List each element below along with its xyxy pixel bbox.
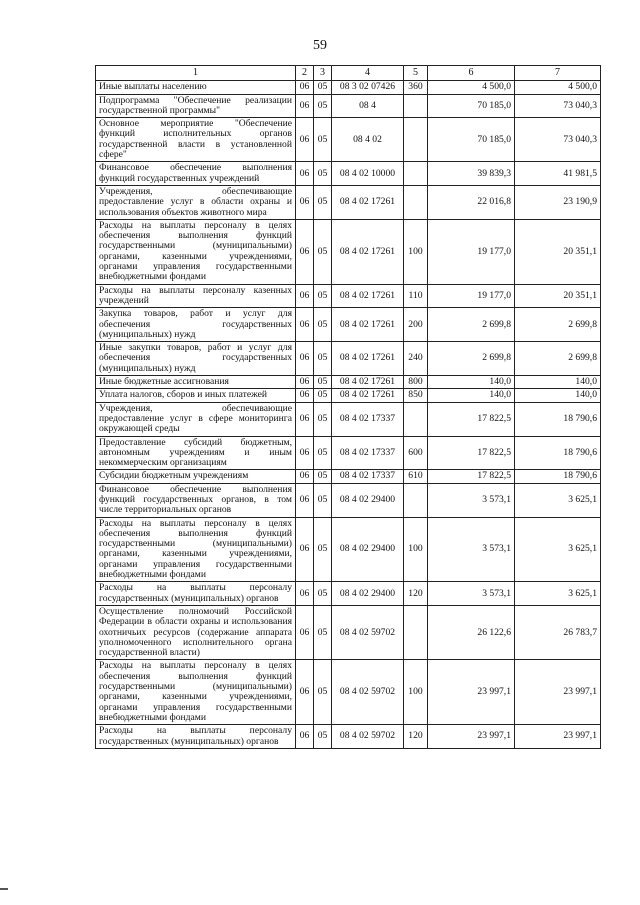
cell-c2: 06 <box>296 517 314 582</box>
cell-name: Иные выплаты населению <box>96 81 296 94</box>
cell-v6: 70 185,0 <box>428 118 515 162</box>
cell-v7: 18 790,6 <box>515 470 601 483</box>
cell-c2: 06 <box>296 402 314 436</box>
cell-v7: 18 790,6 <box>515 402 601 436</box>
cell-type: 100 <box>404 219 428 284</box>
table-row <box>96 284 601 308</box>
cell-type: 600 <box>404 436 428 470</box>
cell-v6: 17 822,5 <box>428 436 515 470</box>
cell-name: Уплата налогов, сборов и иных платежей <box>96 389 296 402</box>
table-row <box>96 517 601 582</box>
table-row <box>96 94 601 118</box>
cell-v6: 140,0 <box>428 376 515 389</box>
cell-v6: 2 699,8 <box>428 308 515 342</box>
cell-name: Субсидии бюджетным учреждениям <box>96 470 296 483</box>
cell-c3: 05 <box>314 342 332 376</box>
cell-name: Расходы на выплаты персоналу в целях обеспечения выполнения функций государственными (муниципальными) органами, казенными учреждениями, органами управления государственными внебюджетными фондами <box>96 660 296 725</box>
cell-c3: 05 <box>314 402 332 436</box>
cell-c2: 06 <box>296 284 314 308</box>
cell-v6: 22 016,8 <box>428 185 515 219</box>
cell-c2: 06 <box>296 605 314 659</box>
cell-code: 08 4 02 <box>332 118 404 162</box>
cell-c3: 05 <box>314 605 332 659</box>
cell-v7: 20 351,1 <box>515 284 601 308</box>
cell-code: 08 4 02 29400 <box>332 517 404 582</box>
cell-c2: 06 <box>296 436 314 470</box>
column-header: 6 <box>428 66 515 81</box>
cell-v6: 17 822,5 <box>428 470 515 483</box>
table-row <box>96 582 601 606</box>
cell-c3: 05 <box>314 725 332 749</box>
column-header: 5 <box>404 66 428 81</box>
cell-type <box>404 483 428 517</box>
table-row <box>96 660 601 725</box>
cell-name: Финансовое обеспечение выполнения функций государственных учреждений <box>96 162 296 186</box>
cell-code: 08 4 02 29400 <box>332 483 404 517</box>
cell-c2: 06 <box>296 342 314 376</box>
cell-type <box>404 185 428 219</box>
table-row <box>96 185 601 219</box>
cell-name: Учреждения, обеспечивающие предоставление услуг в области охраны и использования объектов животного мира <box>96 185 296 219</box>
cell-name: Расходы на выплаты персоналу в целях обеспечения выполнения функций государственными (муниципальными) органами, казенными учреждениями, органами управления государственными внебюджетными фондами <box>96 219 296 284</box>
table-row <box>96 219 601 284</box>
cell-v6: 19 177,0 <box>428 284 515 308</box>
cell-code: 08 4 02 17337 <box>332 436 404 470</box>
cell-v7: 3 625,1 <box>515 483 601 517</box>
cell-c2: 06 <box>296 389 314 402</box>
cell-name: Расходы на выплаты персоналу казенных учреждений <box>96 284 296 308</box>
cell-v6: 39 839,3 <box>428 162 515 186</box>
cell-type: 240 <box>404 342 428 376</box>
column-header: 3 <box>314 66 332 81</box>
cell-v6: 4 500,0 <box>428 81 515 94</box>
cell-c3: 05 <box>314 81 332 94</box>
cell-name: Иные бюджетные ассигнования <box>96 376 296 389</box>
cell-v7: 41 981,5 <box>515 162 601 186</box>
cell-v7: 73 040,3 <box>515 118 601 162</box>
cell-v6: 3 573,1 <box>428 517 515 582</box>
column-header: 2 <box>296 66 314 81</box>
cell-code: 08 4 02 17337 <box>332 470 404 483</box>
cell-v6: 23 997,1 <box>428 725 515 749</box>
cell-type: 610 <box>404 470 428 483</box>
cell-v7: 18 790,6 <box>515 436 601 470</box>
cell-name: Иные закупки товаров, работ и услуг для обеспечения государственных (муниципальных) нужд <box>96 342 296 376</box>
cell-v7: 23 190,9 <box>515 185 601 219</box>
cell-c3: 05 <box>314 436 332 470</box>
cell-type: 120 <box>404 725 428 749</box>
cell-code: 08 4 02 59702 <box>332 605 404 659</box>
cell-type: 800 <box>404 376 428 389</box>
cell-c2: 06 <box>296 308 314 342</box>
cell-v6: 3 573,1 <box>428 483 515 517</box>
cell-name: Основное мероприятие "Обеспечение функций исполнительных органов государственной власти в установленной сфере" <box>96 118 296 162</box>
cell-code: 08 4 02 17261 <box>332 376 404 389</box>
cell-v6: 3 573,1 <box>428 582 515 606</box>
cell-v7: 26 783,7 <box>515 605 601 659</box>
cell-v7: 140,0 <box>515 389 601 402</box>
cell-code: 08 4 02 17337 <box>332 402 404 436</box>
cell-v6: 70 185,0 <box>428 94 515 118</box>
cell-v7: 2 699,8 <box>515 308 601 342</box>
cell-name: Закупка товаров, работ и услуг для обеспечения государственных (муниципальных) нужд <box>96 308 296 342</box>
cell-c3: 05 <box>314 389 332 402</box>
table-row <box>96 436 601 470</box>
cell-type <box>404 402 428 436</box>
cell-code: 08 4 02 17261 <box>332 308 404 342</box>
cell-v7: 140,0 <box>515 376 601 389</box>
cell-code: 08 4 02 17261 <box>332 342 404 376</box>
cell-code: 08 4 02 17261 <box>332 389 404 402</box>
cell-v7: 73 040,3 <box>515 94 601 118</box>
cell-c3: 05 <box>314 185 332 219</box>
cell-name: Предоставление субсидий бюджетным, автономным учреждениям и иным некоммерческим организациям <box>96 436 296 470</box>
table-row <box>96 389 601 402</box>
cell-type <box>404 118 428 162</box>
cell-c2: 06 <box>296 94 314 118</box>
cell-type: 850 <box>404 389 428 402</box>
cell-c3: 05 <box>314 219 332 284</box>
cell-type: 110 <box>404 284 428 308</box>
scan-mark <box>0 888 8 890</box>
cell-v7: 3 625,1 <box>515 517 601 582</box>
cell-c2: 06 <box>296 660 314 725</box>
cell-c2: 06 <box>296 219 314 284</box>
table-row <box>96 81 601 94</box>
cell-c3: 05 <box>314 582 332 606</box>
budget-table <box>95 65 601 749</box>
column-header: 1 <box>96 66 296 81</box>
cell-c3: 05 <box>314 376 332 389</box>
cell-name: Осуществление полномочий Российской Федерации в области охраны и использования охотничьих ресурсов (содержание аппарата уполномоченного исполнительного органа государственной власти) <box>96 605 296 659</box>
table-row <box>96 402 601 436</box>
cell-type: 200 <box>404 308 428 342</box>
cell-c2: 06 <box>296 81 314 94</box>
cell-code: 08 4 02 17261 <box>332 284 404 308</box>
cell-type: 120 <box>404 582 428 606</box>
cell-name: Финансовое обеспечение выполнения функций государственных органов, в том числе территориальных органов <box>96 483 296 517</box>
cell-code: 08 4 <box>332 94 404 118</box>
cell-c2: 06 <box>296 483 314 517</box>
cell-v6: 17 822,5 <box>428 402 515 436</box>
cell-type: 360 <box>404 81 428 94</box>
cell-c2: 06 <box>296 470 314 483</box>
cell-type <box>404 162 428 186</box>
cell-name: Расходы на выплаты персоналу в целях обеспечения выполнения функций государственными (муниципальными) органами, казенными учреждениями, органами управления государственными внебюджетными фондами <box>96 517 296 582</box>
cell-c3: 05 <box>314 483 332 517</box>
cell-code: 08 4 02 10000 <box>332 162 404 186</box>
table-row <box>96 483 601 517</box>
cell-code: 08 4 02 59702 <box>332 660 404 725</box>
cell-v6: 19 177,0 <box>428 219 515 284</box>
cell-code: 08 4 02 59702 <box>332 725 404 749</box>
table-row <box>96 725 601 749</box>
cell-name: Подпрограмма "Обеспечение реализации государственной программы" <box>96 94 296 118</box>
cell-c3: 05 <box>314 284 332 308</box>
cell-v6: 2 699,8 <box>428 342 515 376</box>
cell-v7: 2 699,8 <box>515 342 601 376</box>
table-row <box>96 162 601 186</box>
cell-name: Учреждения, обеспечивающие предоставление услуг в сфере мониторинга окружающей среды <box>96 402 296 436</box>
cell-c2: 06 <box>296 725 314 749</box>
table-row <box>96 376 601 389</box>
cell-v7: 4 500,0 <box>515 81 601 94</box>
table-row <box>96 308 601 342</box>
cell-name: Расходы на выплаты персоналу государственных (муниципальных) органов <box>96 725 296 749</box>
cell-v6: 26 122,6 <box>428 605 515 659</box>
cell-c2: 06 <box>296 185 314 219</box>
cell-v7: 23 997,1 <box>515 660 601 725</box>
column-header: 7 <box>515 66 601 81</box>
table-row <box>96 118 601 162</box>
cell-type <box>404 605 428 659</box>
cell-type: 100 <box>404 517 428 582</box>
cell-c2: 06 <box>296 162 314 186</box>
cell-c3: 05 <box>314 308 332 342</box>
cell-type: 100 <box>404 660 428 725</box>
column-header: 4 <box>332 66 404 81</box>
table-row <box>96 605 601 659</box>
table-header-row <box>96 66 601 81</box>
cell-v6: 140,0 <box>428 389 515 402</box>
cell-c2: 06 <box>296 582 314 606</box>
cell-c2: 06 <box>296 376 314 389</box>
table-row <box>96 470 601 483</box>
cell-v6: 23 997,1 <box>428 660 515 725</box>
cell-c3: 05 <box>314 470 332 483</box>
cell-v7: 23 997,1 <box>515 725 601 749</box>
table-row <box>96 342 601 376</box>
cell-v7: 3 625,1 <box>515 582 601 606</box>
cell-name: Расходы на выплаты персоналу государственных (муниципальных) органов <box>96 582 296 606</box>
cell-c3: 05 <box>314 517 332 582</box>
cell-c3: 05 <box>314 660 332 725</box>
cell-code: 08 4 02 17261 <box>332 219 404 284</box>
cell-code: 08 3 02 07426 <box>332 81 404 94</box>
cell-c3: 05 <box>314 162 332 186</box>
cell-code: 08 4 02 17261 <box>332 185 404 219</box>
cell-c3: 05 <box>314 94 332 118</box>
cell-type <box>404 94 428 118</box>
cell-v7: 20 351,1 <box>515 219 601 284</box>
cell-code: 08 4 02 29400 <box>332 582 404 606</box>
cell-c3: 05 <box>314 118 332 162</box>
page-number: 59 <box>313 38 327 53</box>
cell-c2: 06 <box>296 118 314 162</box>
